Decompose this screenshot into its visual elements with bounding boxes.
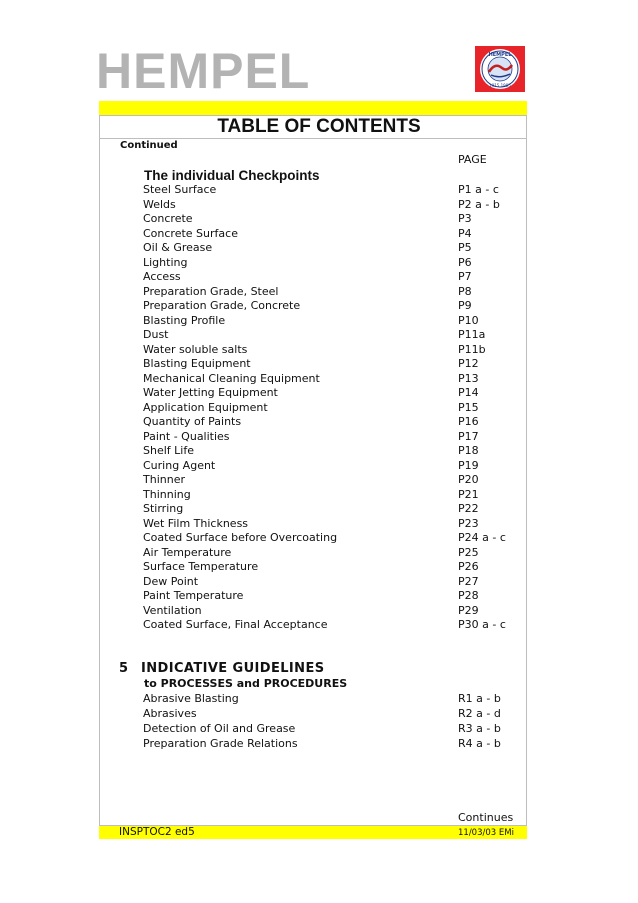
- toc-entry: [143, 502, 523, 517]
- toc-entry: [143, 721, 523, 736]
- toc-entry: [143, 560, 523, 575]
- toc-entry-label: Detection of Oil and Grease: [143, 722, 296, 735]
- toc-entry: [143, 415, 523, 430]
- section-heading: The individual Checkpoints: [144, 168, 320, 183]
- toc-entry: [143, 430, 523, 445]
- toc-entry-label: Surface Temperature: [143, 560, 259, 573]
- toc-entry: [143, 372, 523, 387]
- toc-entry: [143, 736, 523, 751]
- toc-entry-label: Abrasives: [143, 707, 197, 720]
- toc-entry-label: Water Jetting Equipment: [143, 386, 278, 399]
- continued-label: Continued: [120, 140, 178, 151]
- toc-entry-page: P29: [458, 603, 479, 617]
- toc-entry-label: Coated Surface before Overcoating: [143, 531, 338, 544]
- toc-entry: [143, 401, 523, 416]
- toc-entry: [143, 575, 523, 590]
- toc-entry-label: Access: [143, 270, 181, 283]
- toc-entry-label: Abrasive Blasting: [143, 692, 239, 705]
- toc-entry: [143, 386, 523, 401]
- toc-entry-label: Air Temperature: [143, 545, 232, 559]
- toc-entry-label: Preparation Grade, Steel: [143, 284, 279, 298]
- toc-entry-label: Blasting Profile: [143, 313, 226, 327]
- toc-entry: [143, 198, 523, 213]
- toc-entry-page: P1 a - c: [458, 183, 499, 196]
- toc-entry: [143, 227, 523, 242]
- toc-entry-page: P17: [458, 429, 479, 443]
- toc-entry-label: Dust: [143, 328, 169, 341]
- toc-entry-page: P12: [458, 357, 479, 370]
- page-column-header: PAGE: [458, 153, 487, 166]
- toc-entry: [143, 459, 523, 474]
- toc-entry-page: P23: [458, 516, 479, 530]
- toc-entry-label: Thinner: [143, 473, 185, 486]
- toc-entry: [143, 328, 523, 343]
- toc-entry: [143, 256, 523, 271]
- toc-entry: [143, 444, 523, 459]
- toc-entry: [143, 183, 523, 198]
- toc-entry-label: Concrete Surface: [143, 226, 238, 240]
- toc-entry: [143, 517, 523, 532]
- seal-text-top: HEMPEL: [488, 52, 512, 58]
- guidelines-list: [143, 691, 523, 751]
- toc-entry-label: Paint - Qualities: [143, 429, 230, 443]
- toc-entry-page: P14: [458, 386, 479, 399]
- title-divider: [99, 138, 527, 139]
- toc-entry-page: P28: [458, 589, 479, 602]
- toc-entry: [143, 488, 523, 503]
- section5-title: INDICATIVE GUIDELINES: [141, 661, 325, 676]
- toc-entry: [143, 618, 523, 633]
- toc-entry-label: Wet Film Thickness: [143, 516, 249, 530]
- toc-entry: [143, 241, 523, 256]
- toc-entry-page: P19: [458, 458, 479, 472]
- continues-label: Continues: [458, 811, 514, 824]
- toc-entry-page: P11a: [458, 328, 486, 341]
- toc-entry-page: R2 a - d: [458, 707, 501, 720]
- toc-entry-page: P18: [458, 444, 479, 457]
- toc-entry-page: P3: [458, 212, 472, 225]
- toc-entry: [143, 531, 523, 546]
- toc-entry: [143, 357, 523, 372]
- toc-entry: [143, 546, 523, 561]
- toc-entry-page: P21: [458, 487, 479, 501]
- toc-entry-label: Curing Agent: [143, 458, 216, 472]
- toc-entry-page: P24 a - c: [458, 531, 506, 544]
- toc-entry-page: R1 a - b: [458, 692, 501, 705]
- toc-entry-page: R4 a - b: [458, 737, 501, 750]
- checkpoints-list: [143, 183, 523, 633]
- toc-entry: [143, 604, 523, 619]
- toc-entry-label: Water soluble salts: [143, 342, 248, 356]
- toc-entry-label: Steel Surface: [143, 183, 217, 196]
- toc-entry-page: P16: [458, 415, 479, 428]
- toc-entry-label: Blasting Equipment: [143, 357, 251, 370]
- toc-entry-label: Quantity of Paints: [143, 415, 242, 428]
- toc-entry-label: Coated Surface, Final Acceptance: [143, 618, 328, 631]
- toc-entry: [143, 473, 523, 488]
- toc-entry-label: Preparation Grade, Concrete: [143, 299, 301, 312]
- section-number: 5: [119, 661, 129, 676]
- toc-entry-page: P13: [458, 371, 479, 385]
- hempel-seal-icon: [475, 46, 525, 92]
- toc-entry-label: Oil & Grease: [143, 241, 213, 254]
- footer-band: [99, 825, 527, 839]
- toc-entry-page: P22: [458, 502, 479, 515]
- toc-entry-page: R3 a - b: [458, 722, 501, 735]
- page-title: TABLE OF CONTENTS: [217, 116, 421, 137]
- toc-entry-page: P26: [458, 560, 479, 573]
- toc-entry-label: Thinning: [143, 487, 191, 501]
- toc-entry-page: P25: [458, 545, 479, 559]
- toc-entry-page: P30 a - c: [458, 618, 506, 631]
- toc-entry: [143, 691, 523, 706]
- toc-entry-page: P27: [458, 574, 479, 588]
- toc-entry-label: Paint Temperature: [143, 589, 244, 602]
- section5-subtitle: to PROCESSES and PROCEDURES: [144, 677, 348, 690]
- toc-entry: [143, 589, 523, 604]
- toc-entry-label: Lighting: [143, 255, 188, 269]
- toc-entry: [143, 212, 523, 227]
- toc-entry-label: Application Equipment: [143, 400, 268, 414]
- toc-entry-page: P4: [458, 226, 472, 240]
- toc-entry-page: P5: [458, 241, 472, 254]
- toc-entry-page: P15: [458, 400, 479, 414]
- toc-entry: [143, 343, 523, 358]
- toc-entry-page: P2 a - b: [458, 197, 500, 211]
- toc-entry-page: P9: [458, 299, 472, 312]
- toc-entry: [143, 314, 523, 329]
- toc-entry-label: Ventilation: [143, 603, 202, 617]
- toc-entry-page: P20: [458, 473, 479, 486]
- toc-entry-page: P8: [458, 284, 472, 298]
- toc-entry-label: Welds: [143, 197, 176, 211]
- toc-entry-page: P6: [458, 255, 472, 269]
- toc-entry-label: Stirring: [143, 502, 184, 515]
- toc-entry-label: Mechanical Cleaning Equipment: [143, 371, 320, 385]
- toc-entry: [143, 270, 523, 285]
- document-code: INSPTOC2 ed5: [119, 826, 195, 838]
- toc-entry-page: P11b: [458, 342, 486, 356]
- toc-entry-label: Shelf Life: [143, 444, 194, 457]
- toc-entry: [143, 285, 523, 300]
- toc-entry-label: Concrete: [143, 212, 193, 225]
- toc-entry-label: Preparation Grade Relations: [143, 737, 298, 750]
- seal-text-bottom: 1915 1995: [489, 83, 511, 88]
- toc-entry-page: P10: [458, 313, 479, 327]
- hempel-logo: HEMPEL: [96, 43, 311, 99]
- header-band: [99, 101, 527, 116]
- toc-entry-label: Dew Point: [143, 574, 199, 588]
- toc-entry: [143, 706, 523, 721]
- document-date: 11/03/03 EMi: [458, 828, 514, 838]
- toc-entry: [143, 299, 523, 314]
- toc-entry-page: P7: [458, 270, 472, 283]
